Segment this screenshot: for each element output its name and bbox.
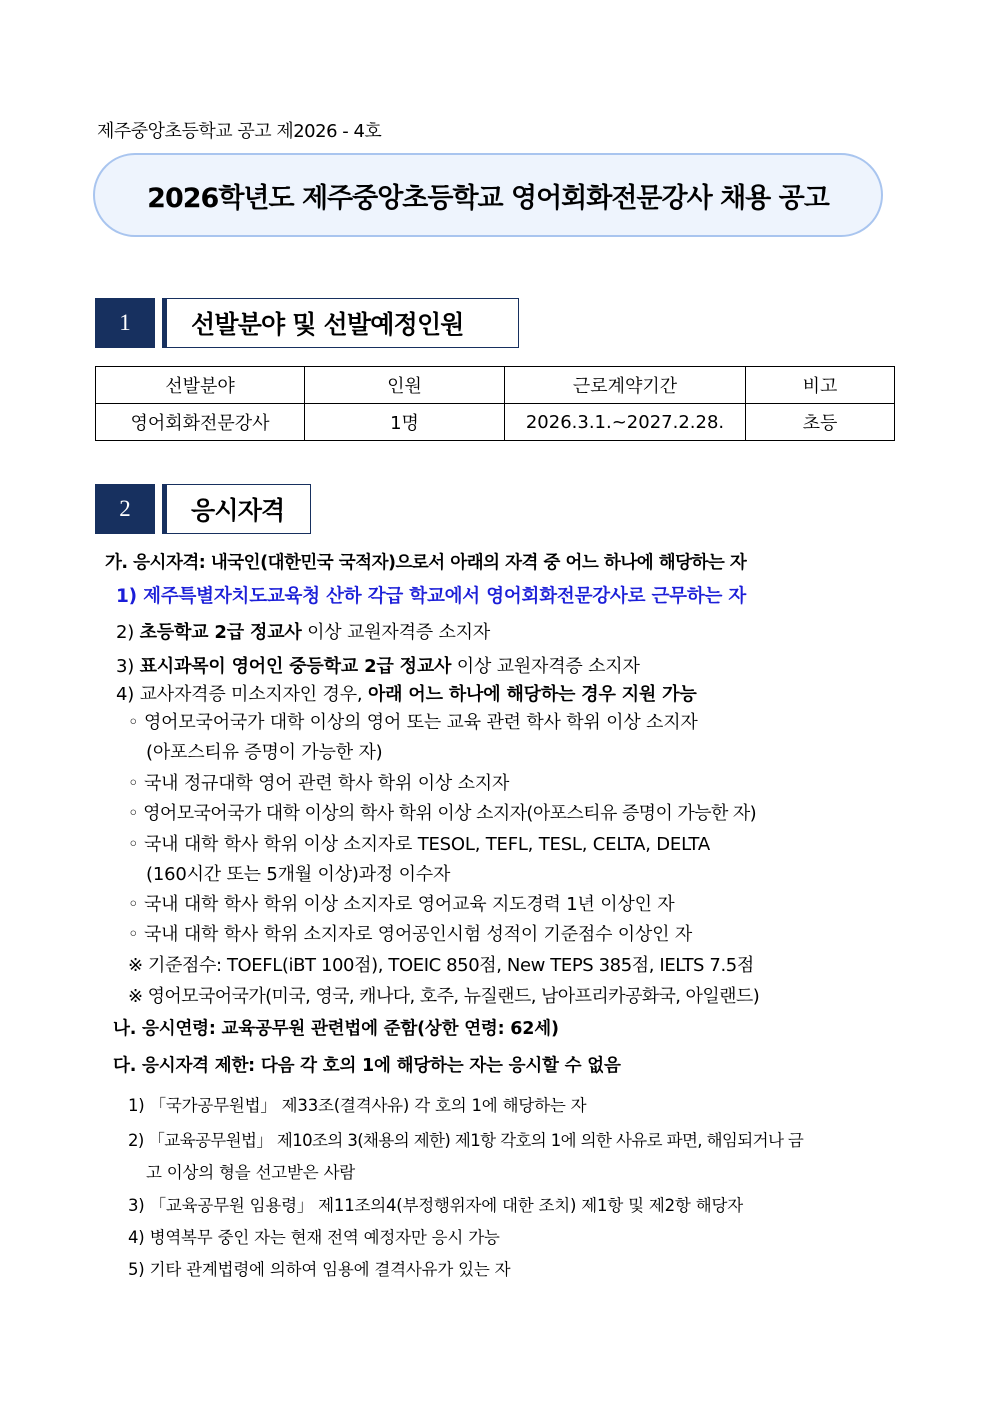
section-2-number: 2 <box>95 484 155 534</box>
item-number: 3) <box>116 656 135 677</box>
restriction-item-2-continued: 고 이상의 형을 선고받은 사람 <box>146 1163 356 1182</box>
item-number: 2) <box>116 622 135 643</box>
bullet-item-5: ◦ 국내 대학 학사 학위 이상 소지자로 영어교육 지도경력 1년 이상인 자 <box>128 894 675 915</box>
item-text: 4) 교사자격증 미소지자인 경우, <box>116 684 363 705</box>
selection-table <box>95 366 895 441</box>
item-emphasis: 표시과목이 영어인 중등학교 2급 정교사 <box>139 656 452 677</box>
table-row <box>96 404 895 441</box>
bullet-item-4-continued: (160시간 또는 5개월 이상)과정 이수자 <box>146 864 451 885</box>
age-heading: 나. 응시연령: 교육공무원 관련법에 준함(상한 연령: 62세) <box>113 1019 559 1039</box>
bullet-item-1-continued: (아포스티유 증명이 가능한 자) <box>146 742 383 763</box>
table-header-cell: 선발분야 <box>96 367 305 404</box>
section-1-number: 1 <box>95 298 155 348</box>
table-cell: 1명 <box>305 404 505 441</box>
item-text: 이상 교원자격증 소지자 <box>456 656 640 677</box>
qualification-item-4 <box>116 680 697 706</box>
restriction-item-4: 4) 병역복무 중인 자는 현재 전역 예정자만 응시 가능 <box>128 1228 500 1247</box>
table-cell: 2026.3.1.~2027.2.28. <box>505 404 746 441</box>
section-2-title: 응시자격 <box>162 484 311 534</box>
restriction-item-1: 1) 「국가공무원법」 제33조(결격사유) 각 호의 1에 해당하는 자 <box>128 1096 587 1115</box>
bullet-item-1: ◦ 영어모국어국가 대학 이상의 영어 또는 교육 관련 학사 학위 이상 소지자 <box>128 712 698 733</box>
qualification-item-3 <box>116 652 640 678</box>
restriction-item-5: 5) 기타 관계법령에 의하여 임용에 결격사유가 있는 자 <box>128 1260 511 1279</box>
title-banner <box>93 153 883 237</box>
item-text: 이상 교원자격증 소지자 <box>307 622 491 643</box>
page-title: 2026학년도 제주중앙초등학교 영어회화전문강사 채용 공고 <box>147 182 829 214</box>
table-header-row <box>96 367 895 404</box>
bullet-item-4: ◦ 국내 대학 학사 학위 이상 소지자로 TESOL, TEFL, TESL, CELTA, DELTA <box>128 834 710 855</box>
restriction-item-3: 3) 「교육공무원 임용령」 제11조의4(부정행위자에 대한 조치) 제1항 및 제2항 해당자 <box>128 1196 743 1215</box>
table-cell: 영어회화전문강사 <box>96 404 305 441</box>
note-countries: ※ 영어모국어국가(미국, 영국, 캐나다, 호주, 뉴질랜드, 남아프리카공화국, 아일랜드) <box>128 986 760 1007</box>
table-cell: 초등 <box>746 404 895 441</box>
item-emphasis: 초등학교 2급 정교사 <box>139 622 302 643</box>
restriction-heading: 다. 응시자격 제한: 다음 각 호의 1에 해당하는 자는 응시할 수 없음 <box>113 1056 621 1076</box>
table-header-cell: 인원 <box>305 367 505 404</box>
table-header-cell: 근로계약기간 <box>505 367 746 404</box>
item-emphasis: 아래 어느 하나에 해당하는 경우 지원 가능 <box>367 684 697 705</box>
table-header-cell: 비고 <box>746 367 895 404</box>
qualification-heading: 가. 응시자격: 내국인(대한민국 국적자)으로서 아래의 자격 중 어느 하나에 해당하는 자 <box>105 553 747 573</box>
notice-number: 제주중앙초등학교 공고 제2026 - 4호 <box>97 121 382 142</box>
qualification-item-1: 1) 제주특별자치도교육청 산하 각급 학교에서 영어회화전문강사로 근무하는 자 <box>116 586 747 607</box>
section-1-title: 선발분야 및 선발예정인원 <box>162 298 519 348</box>
bullet-item-3: ◦ 영어모국어국가 대학 이상의 학사 학위 이상 소지자(아포스티유 증명이 가능한 자) <box>128 803 757 824</box>
restriction-item-2: 2) 「교육공무원법」 제10조의 3(채용의 제한) 제1항 각호의 1에 의한 사유로 파면, 해임되거나 금 <box>128 1131 804 1150</box>
bullet-item-2: ◦ 국내 정규대학 영어 관련 학사 학위 이상 소지자 <box>128 773 510 794</box>
note-score: ※ 기준점수: TOEFL(iBT 100점), TOEIC 850점, New TEPS 385점, IELTS 7.5점 <box>128 955 754 976</box>
qualification-item-2 <box>116 618 490 644</box>
bullet-item-6: ◦ 국내 대학 학사 학위 소지자로 영어공인시험 성적이 기준점수 이상인 자 <box>128 924 693 945</box>
